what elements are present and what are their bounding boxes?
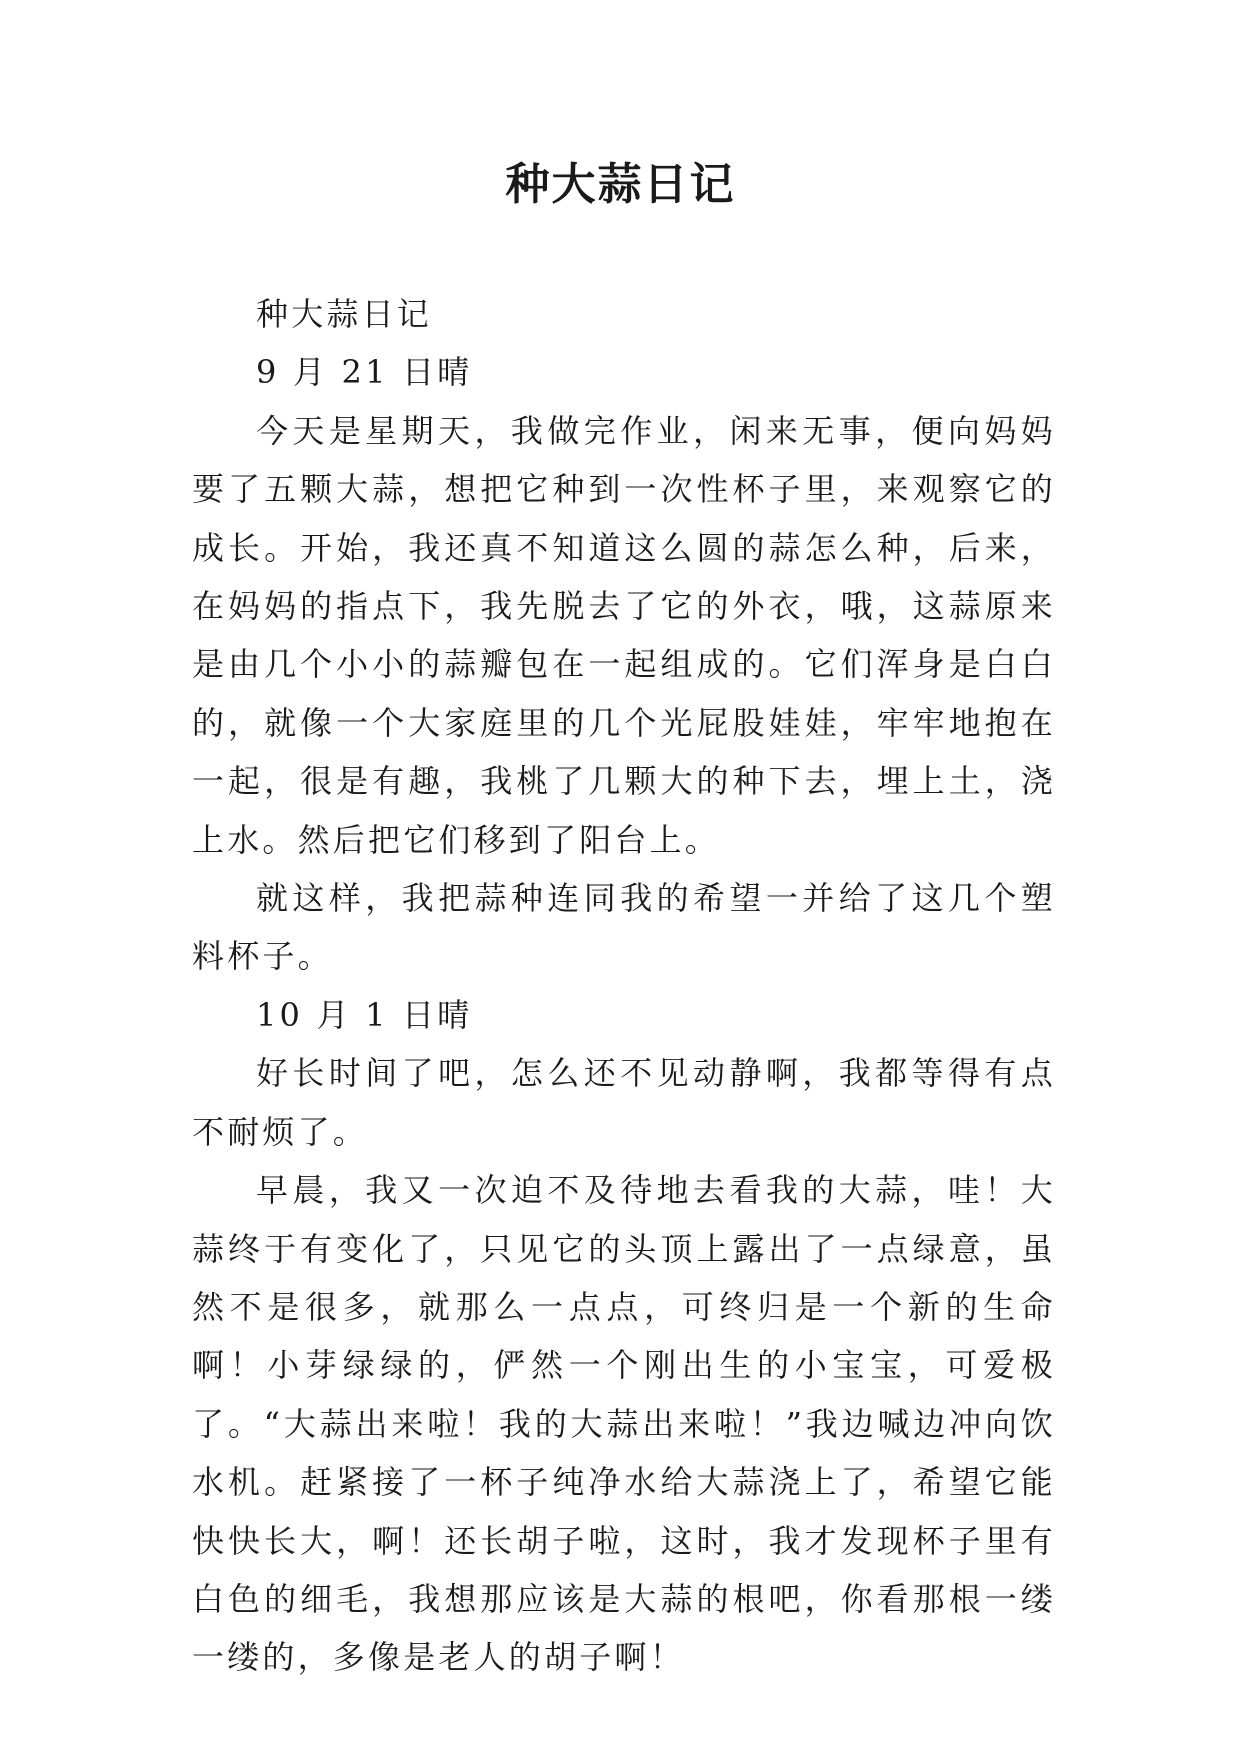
date-heading: 10 月 1 日晴 [256, 995, 473, 1034]
document-body [192, 285, 1056, 1687]
subtitle-paragraph: 种大蒜日记 [256, 295, 433, 333]
date-heading: 9 月 21 日晴 [256, 353, 473, 392]
body-paragraph: 早晨，我又一次迫不及待地去看我的大蒜，哇！大蒜终于有变化了，只见它的头顶上露出了一点绿意，虽然不是很多，就那么一点点，可终归是一个新的生命啊！小芽绿绿的，俨然一个刚出生的小宝宝，可爱极了。“大蒜出来啦！我的大蒜出来啦！”我边喊边冲向饮水机。赶紧接了一杯子纯净水给大蒜浇上了，希望它能快快长大，啊！还长胡子啦，这时，我才发现杯子里有白色的细毛，我想那应该是大蒜的根吧，你看那根一缕一缕的，多像是老人的胡子啊！ [192, 1171, 1056, 1677]
body-paragraph: 就这样，我把蒜种连同我的希望一并给了这几个塑料杯子。 [192, 879, 1056, 976]
body-paragraph: 好长时间了吧，怎么还不见动静啊，我都等得有点不耐烦了。 [192, 1054, 1056, 1151]
body-paragraph: 今天是星期天，我做完作业，闲来无事，便向妈妈要了五颗大蒜，想把它种到一次性杯子里，来观察它的成长。开始，我还真不知道这么圆的蒜怎么种，后来，在妈妈的指点下，我先脱去了它的外衣，哦，这蒜原来是由几个小小的蒜瓣包在一起组成的。它们浑身是白白的，就像一个大家庭里的几个光屁股娃娃，牢牢地抱在一起，很是有趣，我桃了几颗大的种下去，埋上土，浇上水。然后把它们移到了阳台上。 [192, 411, 1056, 859]
document-title: 种大蒜日记 [505, 159, 736, 210]
